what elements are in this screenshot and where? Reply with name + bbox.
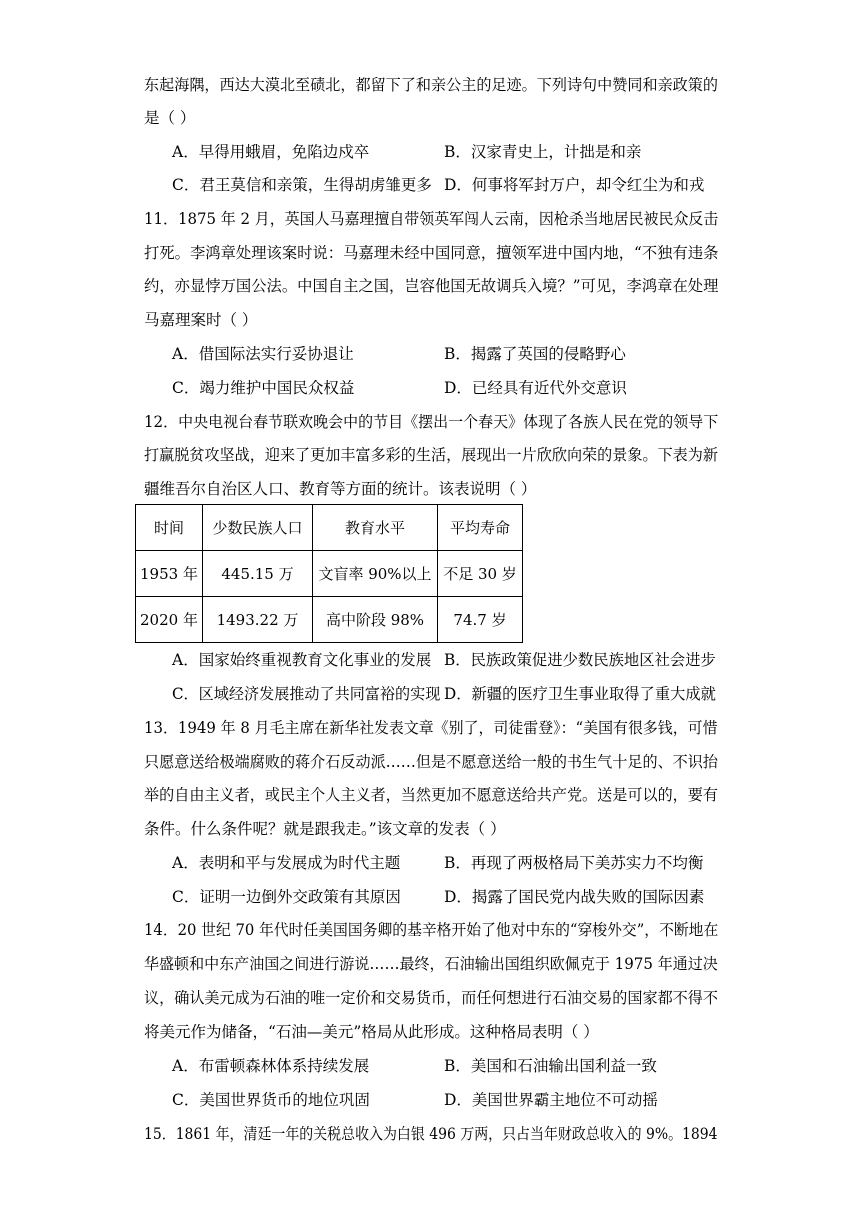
table-cell: 文盲率 90%以上 — [313, 551, 438, 597]
q10-option-a[interactable]: A．早得用蛾眉，免陷边戍卒 — [172, 143, 370, 161]
q11-option-d[interactable]: D．已经具有近代外交意识 — [444, 379, 627, 397]
q13-option-d[interactable]: D．揭露了国民党内战失败的国际因素 — [444, 888, 705, 906]
table-header-cell: 教育水平 — [313, 505, 438, 551]
q10-option-c[interactable]: C．君王莫信和亲策，生得胡虏雏更多 — [172, 176, 432, 194]
table-header-cell: 少数民族人口 — [203, 505, 313, 551]
q13-stem-line-4: 条件。什么条件呢？就是跟我走。”该文章的发表（ ） — [144, 820, 506, 838]
table-cell: 445.15 万 — [203, 551, 313, 597]
q12-option-d[interactable]: D．新疆的医疗卫生事业取得了重大成就 — [444, 685, 716, 703]
q11-stem-line-3: 约，亦显悖万国公法。中国自主之国，岂容他国无故调兵入境？”可见，李鸿章在处理 — [144, 277, 719, 295]
q10-option-b[interactable]: B．汉家青史上，计拙是和亲 — [444, 143, 642, 161]
table-header-row — [136, 505, 523, 551]
table-cell: 2020 年 — [136, 597, 203, 643]
table-header-cell: 平均寿命 — [438, 505, 523, 551]
q11-stem-line-1: 11．1875 年 2 月，英国人马嘉理擅自带领英军闯人云南，因枪杀当地居民被民众反击 — [144, 210, 719, 228]
q14-stem-line-3: 议，确认美元成为石油的唯一定价和交易货币，而任何想进行石油交易的国家都不得不 — [144, 989, 719, 1007]
q13-stem-line-3: 举的自由主义者，或民主个人主义者，当然更加不愿意送给共产党。送是可以的，要有 — [144, 786, 719, 804]
q12-option-c[interactable]: C．区域经济发展推动了共同富裕的实现 — [172, 685, 441, 703]
q13-option-a[interactable]: A．表明和平与发展成为时代主题 — [172, 854, 401, 872]
q12-option-a[interactable]: A．国家始终重视教育文化事业的发展 — [172, 651, 432, 669]
q10-option-d[interactable]: D．何事将军封万户，却令红尘为和戎 — [444, 176, 705, 194]
q12-option-b[interactable]: B．民族政策促进少数民族地区社会进步 — [444, 651, 716, 669]
q11-option-b[interactable]: B．揭露了英国的侵略野心 — [444, 345, 626, 363]
q13-stem-line-1: 13．1949 年 8 月毛主席在新华社发表文章《别了，司徒雷登》：“美国有很多钱，可惜 — [144, 719, 718, 737]
q13-option-c[interactable]: C．证明一边倒外交政策有其原因 — [172, 888, 401, 906]
table-cell: 高中阶段 98% — [313, 597, 438, 643]
q12-stem-line-3: 疆维吾尔自治区人口、教育等方面的统计。该表说明（ ） — [144, 480, 537, 498]
table-cell: 1953 年 — [136, 551, 203, 597]
q14-option-b[interactable]: B．美国和石油输出国利益一致 — [444, 1057, 657, 1075]
table-row — [136, 597, 523, 643]
q14-option-a[interactable]: A．布雷顿森林体系持续发展 — [172, 1057, 370, 1075]
q11-option-a[interactable]: A．借国际法实行妥协退让 — [172, 345, 354, 363]
q10-stem-line-1: 东起海隅，西达大漠北至碛北，都留下了和亲公主的足迹。下列诗句中赞同和亲政策的 — [144, 76, 719, 94]
q11-option-c[interactable]: C．竭力维护中国民众权益 — [172, 379, 355, 397]
q14-stem-line-2: 华盛顿和中东产油国之间进行游说……最终，石油输出国组织欧佩克于 1975 年通过决 — [144, 955, 718, 973]
q10-stem-line-2: 是（ ） — [144, 109, 196, 127]
q13-stem-line-2: 只愿意送给极端腐败的蒋介石反动派……但是不愿意送给一般的书生气十足的、不识抬 — [144, 753, 719, 771]
q12-stem-line-1: 12．中央电视台春节联欢晚会中的节目《摆出一个春天》体现了各族人民在党的领导下 — [144, 413, 719, 431]
table-cell: 74.7 岁 — [438, 597, 523, 643]
q14-stem-line-1: 14．20 世纪 70 年代时任美国国务卿的基辛格开始了他对中东的“穿梭外交”，不断地在 — [144, 921, 719, 939]
q12-stem-line-2: 打赢脱贫攻坚战，迎来了更加丰富多彩的生活，展现出一片欣欣向荣的景象。下表为新 — [144, 446, 719, 464]
q14-stem-line-4: 将美元作为储备，“石油—美元”格局从此形成。这种格局表明（ ） — [144, 1023, 599, 1041]
q14-option-c[interactable]: C．美国世界货币的地位巩固 — [172, 1091, 370, 1109]
table-cell: 不足 30 岁 — [438, 551, 523, 597]
q11-stem-line-4: 马嘉理案时（ ） — [144, 311, 258, 329]
q11-stem-line-2: 打死。李鸿章处理该案时说：马嘉理未经中国同意，擅领军进中国内地，“不独有违条 — [144, 244, 719, 262]
xinjiang-stats-table — [135, 504, 523, 643]
q14-option-d[interactable]: D．美国世界霸主地位不可动摇 — [444, 1091, 658, 1109]
table-cell: 1493.22 万 — [203, 597, 313, 643]
table-header-cell: 时间 — [136, 505, 203, 551]
q15-stem-line-1: 15．1861 年，清廷一年的关税总收入为白银 496 万两，只占当年财政总收入的 9%。1894 — [144, 1125, 718, 1143]
table-row — [136, 551, 523, 597]
q13-option-b[interactable]: B．再现了两极格局下美苏实力不均衡 — [444, 854, 704, 872]
